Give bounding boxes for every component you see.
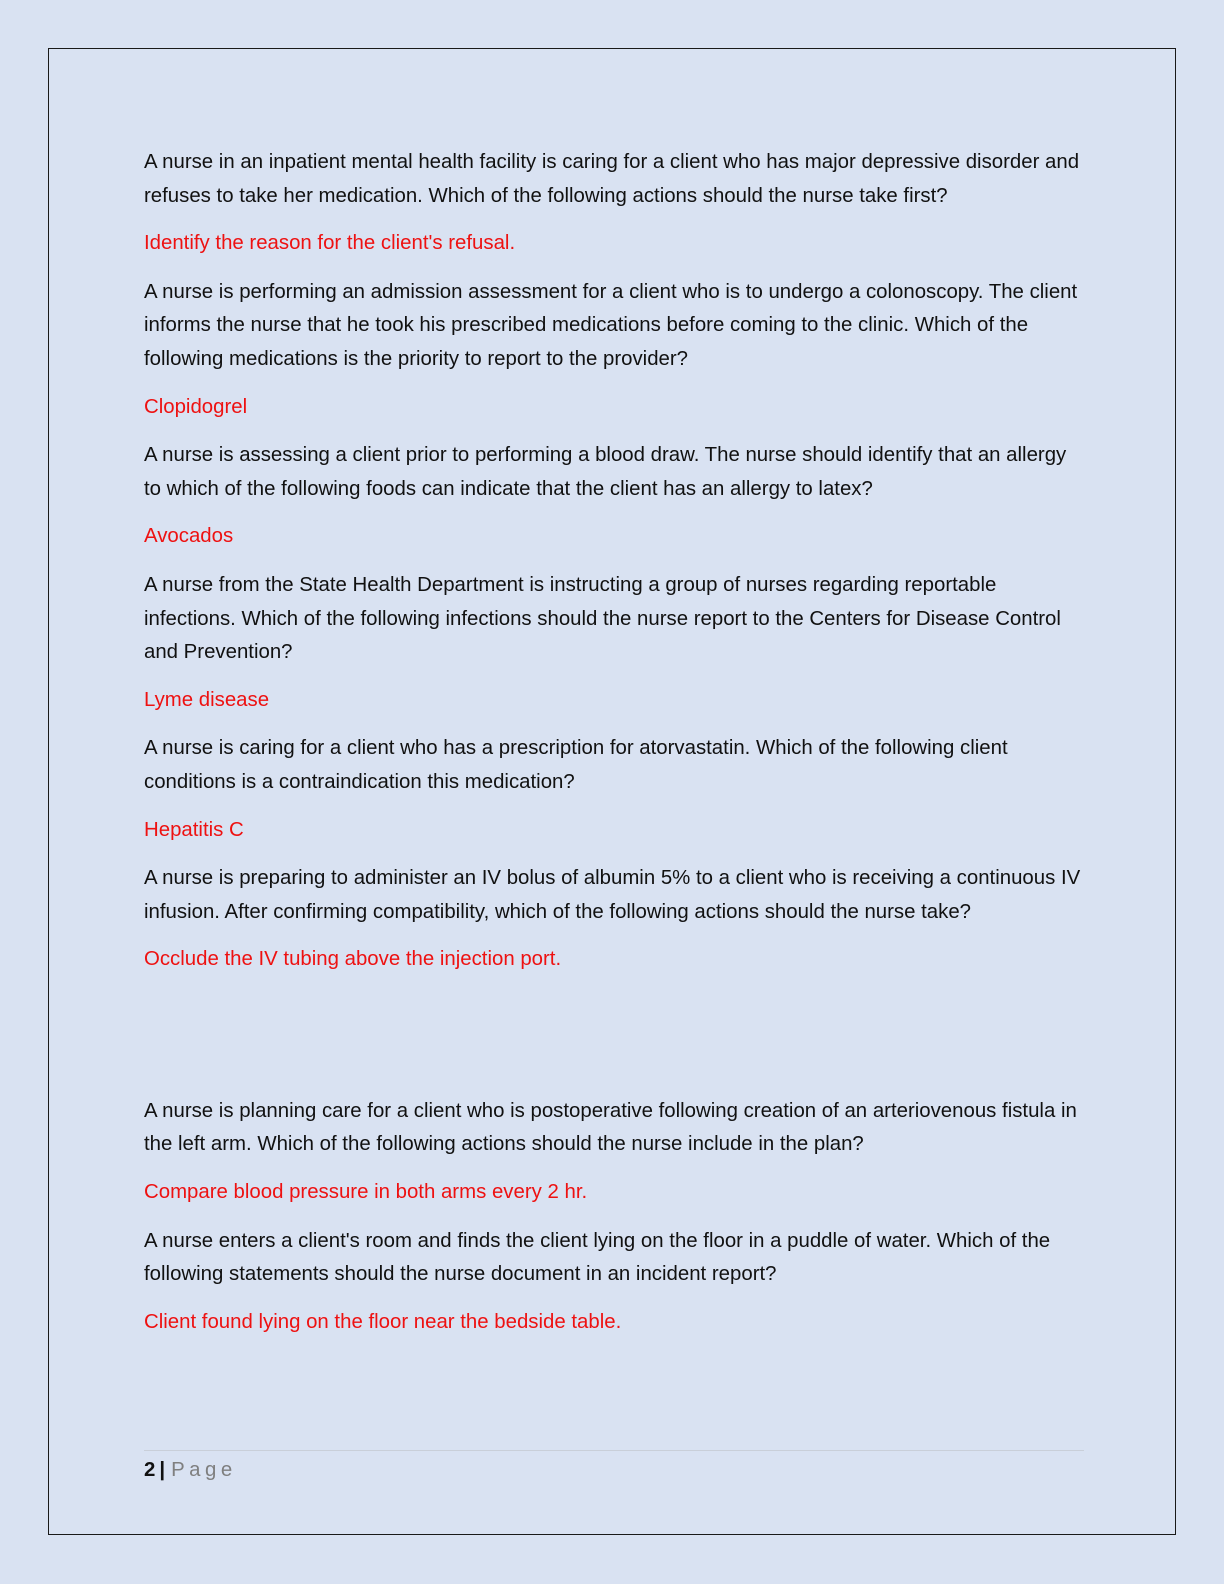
question-text: A nurse in an inpatient mental health facility is caring for a client who has major depressive disorder and refuses to take her medication. Which of the following actions should the nurse take first?	[144, 151, 1080, 207]
question-text: A nurse is performing an admission assessment for a client who is to undergo a colonoscopy. The client informs the nurse that he took his prescribed medications before coming to the clinic. Which of the following medications is the priority to report to the provider?	[144, 280, 1078, 370]
question-text: A nurse is assessing a client prior to performing a blood draw. The nurse should identify that an allergy to which of the following foods can indicate that the client has an allergy to latex?	[144, 444, 1067, 500]
qa-item	[144, 1225, 1084, 1340]
page-label: Page	[171, 1459, 237, 1481]
qa-item	[144, 569, 1084, 717]
footer-separator: |	[159, 1459, 166, 1481]
page-number-label	[144, 1455, 1084, 1485]
answer-text: Hepatitis C	[144, 818, 244, 841]
answer-text: Avocados	[144, 525, 234, 548]
qa-item	[144, 732, 1084, 847]
answer-text: Clopidogrel	[144, 395, 248, 418]
answer-text: Identify the reason for the client's refusal.	[144, 232, 516, 255]
question-text: A nurse from the State Health Department is instructing a group of nurses regarding reportable infections. Which of the following infections should the nurse report to the Centers for Disease Control and Prevention?	[144, 573, 1061, 664]
question-text: A nurse enters a client's room and finds the client lying on the floor in a puddle of water. Which of the following statements should the nurse document in an incident report?	[144, 1229, 1051, 1286]
answer-text: Lyme disease	[144, 688, 270, 711]
page-number: 2	[144, 1459, 156, 1481]
qa-item	[144, 439, 1084, 554]
question-text: A nurse is planning care for a client who is postoperative following creation of an arteriovenous fistula in the left arm. Which of the following actions should the nurse include in the plan?	[144, 1099, 1077, 1156]
question-text: A nurse is caring for a client who has a prescription for atorvastatin. Which of the following client conditions is a contraindication this medication?	[144, 737, 1008, 793]
qa-item	[144, 862, 1084, 977]
document-body	[144, 146, 1084, 1354]
page-footer	[144, 1450, 1084, 1485]
question-text: A nurse is preparing to administer an IV bolus of albumin 5% to a client who is receiving a continuous IV infusion. After confirming compatibility, which of the following actions should the nurse take?	[144, 867, 1081, 923]
answer-text: Client found lying on the floor near the bedside table.	[144, 1310, 622, 1333]
answer-text: Compare blood pressure in both arms every 2 hr.	[144, 1181, 588, 1204]
qa-item	[144, 276, 1084, 424]
qa-item	[144, 1095, 1084, 1210]
answer-text: Occlude the IV tubing above the injection port.	[144, 948, 562, 971]
footer-divider	[144, 1450, 1084, 1451]
qa-item	[144, 146, 1084, 261]
blank-spacer	[144, 992, 1084, 1095]
